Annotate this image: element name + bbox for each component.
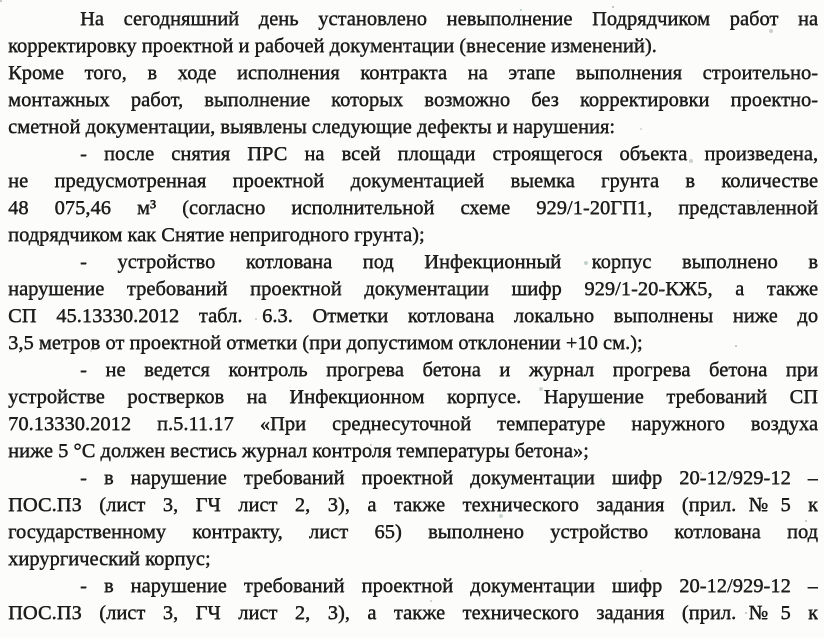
paragraph — [8, 573, 818, 627]
text-line: Кроме того, в ходе исполнения контракта на этапе выполнения строительно- — [8, 62, 818, 84]
text-line: не предусмотренная проектной документацией выемка грунта в количестве — [8, 170, 818, 192]
text-line: 70.13330.2012 п.5.11.17 «При среднесуточной температуре наружного воздуха — [8, 413, 818, 435]
text-line: 3,5 метров от проектной отметки (при допустимом отклонении +10 см.); — [8, 332, 643, 354]
text-line: 48 075,46 м³ (согласно исполнительной схеме 929/1-20ГП1, представленной — [8, 197, 818, 219]
paragraph — [8, 465, 818, 573]
text-line: - не ведется контроль прогрева бетона и журнал прогрева бетона при — [80, 359, 818, 381]
text-line: государственному контракту, лист 65) выполнено устройство котлована под — [8, 521, 818, 543]
text-line: СП 45.13330.2012 табл. 6.3. Отметки котлована локально выполнены ниже до — [8, 305, 818, 327]
text-line: На сегодняшний день установлено невыполнение Подрядчиком работ на — [80, 8, 818, 30]
paragraph — [8, 60, 818, 141]
paragraph — [8, 141, 818, 249]
text-line: хирургический корпус; — [8, 548, 211, 570]
text-line: ниже 5 °С должен вестись журнал контроля температуры бетона»; — [8, 440, 589, 462]
text-line: монтажных работ, выполнение которых возможно без корректировки проектно- — [8, 89, 818, 111]
text-line: корректировку проектной и рабочей документации (внесение изменений). — [8, 35, 657, 57]
scan-noise — [0, 0, 2, 2]
text-line: подрядчиком как Снятие непригодного грунта); — [8, 224, 425, 246]
text-line: - в нарушение требований проектной документации шифр 20-12/929-12 – — [80, 467, 818, 489]
text-line: сметной документации, выявлены следующие дефекты и нарушения: — [8, 116, 615, 138]
text-line: - устройство котлована под Инфекционный корпус выполнено в — [80, 251, 818, 273]
paragraph — [8, 6, 818, 60]
text-line: ПОС.ПЗ (лист 3, ГЧ лист 2, 3), а также технического задания (прил.№5 к — [8, 602, 818, 624]
text-line: устройстве ростверков на Инфекционном корпусе. Нарушение требований СП — [8, 386, 818, 408]
paragraph — [8, 357, 818, 465]
paragraph — [8, 249, 818, 357]
text-line: - после снятия ПРС на всей площади строящегося объекта произведена, — [80, 143, 818, 165]
text-line: нарушение требований проектной документации шифр 929/1-20-КЖ5, а также — [8, 278, 818, 300]
text-line: - в нарушение требований проектной документации шифр 20-12/929-12 – — [80, 575, 818, 597]
text-line: ПОС.ПЗ (лист 3, ГЧ лист 2, 3), а также технического задания (прил.№5 к — [8, 494, 818, 516]
